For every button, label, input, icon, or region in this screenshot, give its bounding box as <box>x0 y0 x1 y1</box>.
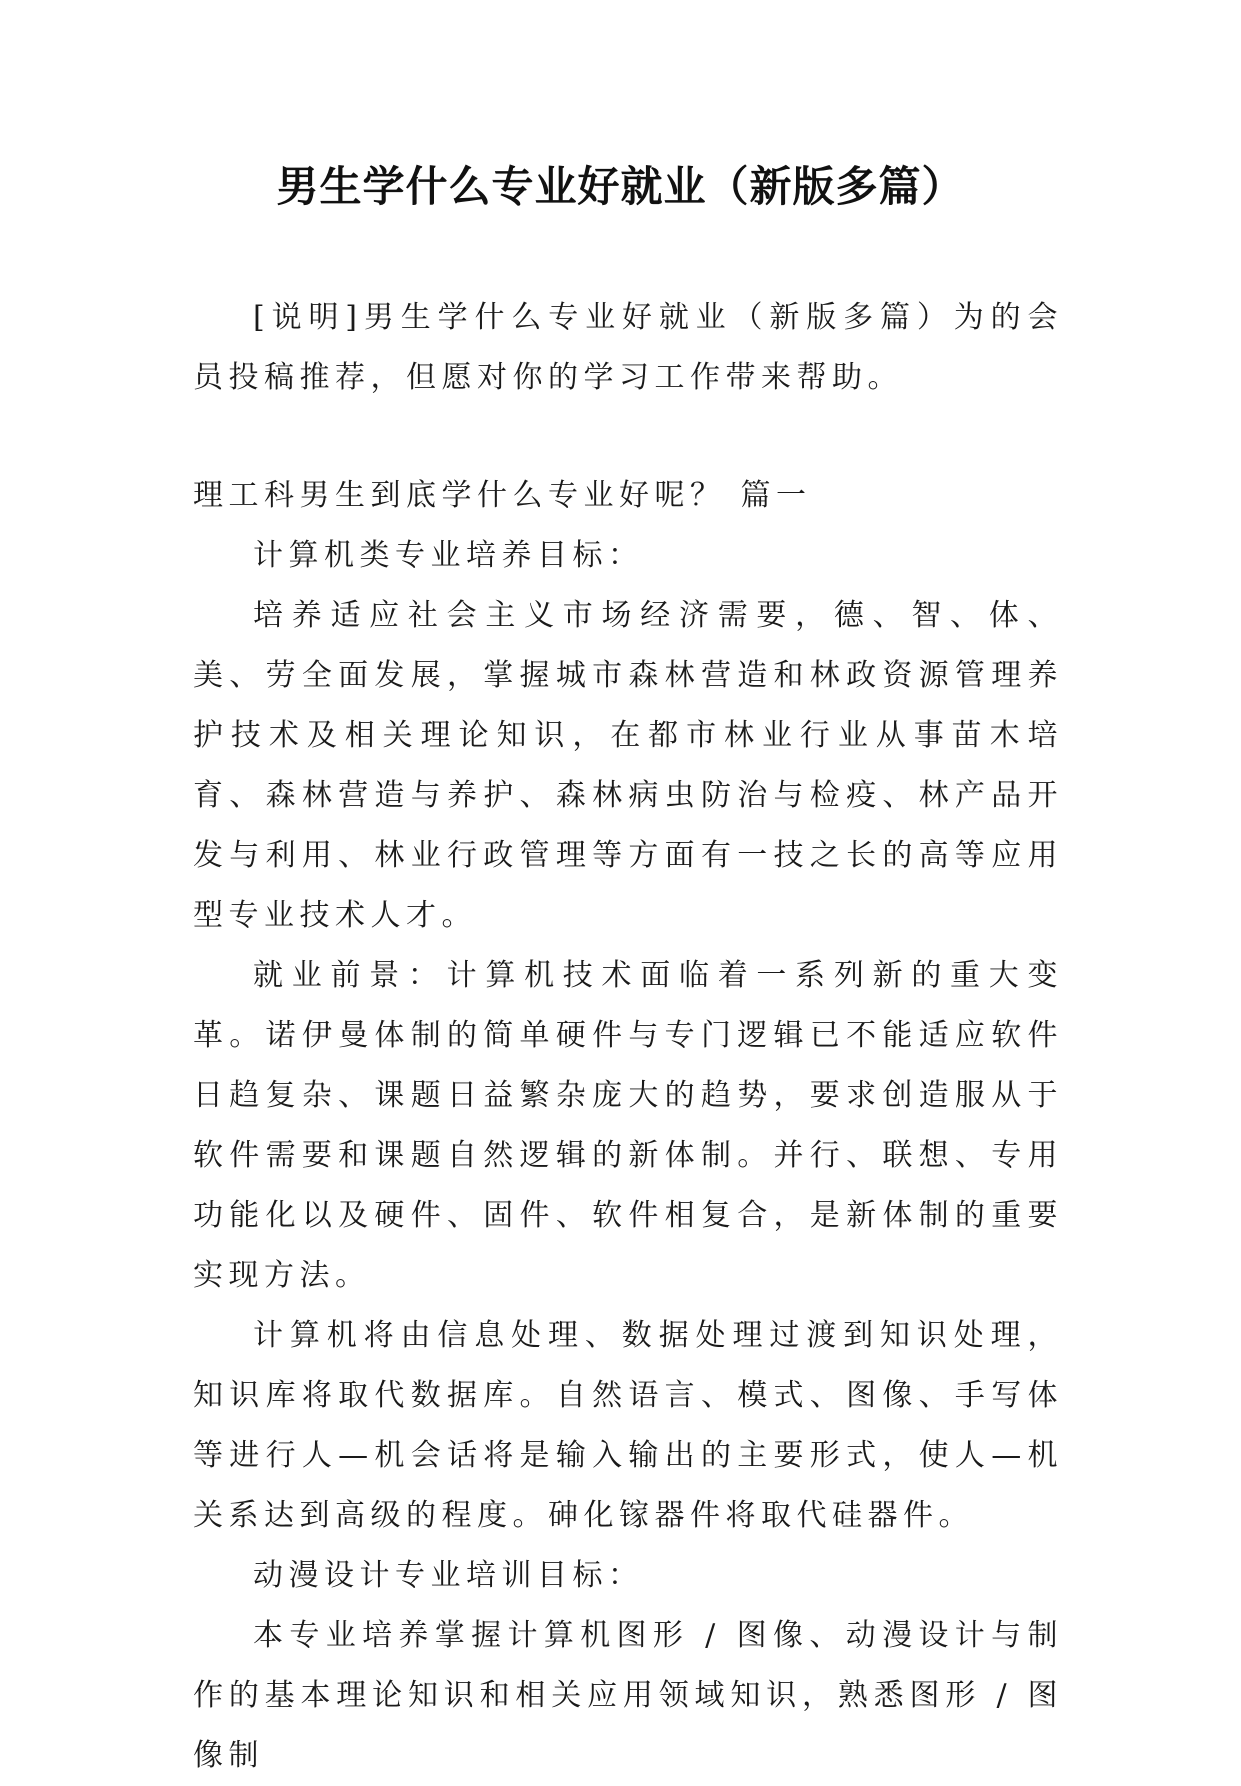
document-title: 男生学什么专业好就业（新版多篇） <box>276 162 965 211</box>
body-paragraph: 就业前景：计算机技术面临着一系列新的重大变革。诺伊曼体制的简单硬件与专门逻辑已不能适应软件日趋复杂、课题日益繁杂庞大的趋势，要求创造服从于软件需要和课题自然逻辑的新体制。并行、联想、专用功能化以及硬件、固件、软件相复合，是新体制的重要实现方法。 <box>193 958 1063 1293</box>
body-paragraph: 计算机将由信息处理、数据处理过渡到知识处理，知识库将取代数据库。自然语言、模式、图像、手写体等进行人—机会话将是输入输出的主要形式，使人—机关系达到高级的程度。砷化镓器件将取代硅器件。 <box>193 1318 1063 1533</box>
intro-paragraph: [说明]男生学什么专业好就业（新版多篇）为的会员投稿推荐，但愿对你的学习工作带来帮助。 <box>193 300 1063 395</box>
section-heading: 理工科男生到底学什么专业好呢？ 篇一 <box>193 478 812 513</box>
body-paragraph: 计算机类专业培养目标： <box>253 538 644 573</box>
paragraph-spacer <box>193 408 1063 466</box>
body-paragraph: 本专业培养掌握计算机图形 / 图像、动漫设计与制作的基本理论知识和相关应用领域知识，熟悉图形 / 图像制 <box>193 1618 1063 1773</box>
body-paragraph: 动漫设计专业培训目标： <box>253 1558 644 1593</box>
body-paragraph: 培养适应社会主义市场经济需要，德、智、体、美、劳全面发展，掌握城市森林营造和林政资源管理养护技术及相关理论知识，在都市林业行业从事苗木培育、森林营造与养护、森林病虫防治与检疫、林产品开发与利用、林业行政管理等方面有一技之长的高等应用型专业技术人才。 <box>193 598 1063 933</box>
document-body <box>193 288 1063 1786</box>
